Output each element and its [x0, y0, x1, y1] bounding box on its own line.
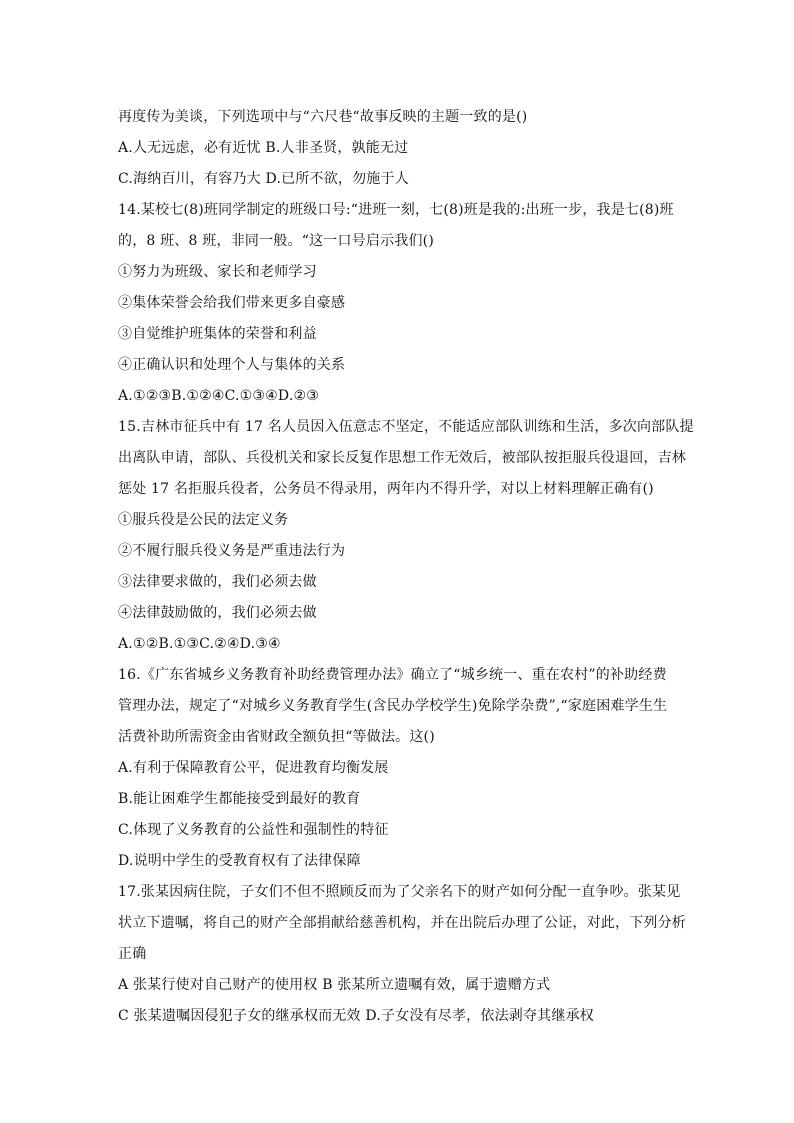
- statement-line: ③自觉维护班集体的荣誉和利益: [118, 326, 317, 342]
- statement-line: ①服兵役是公民的法定义务: [118, 512, 289, 528]
- option-line: C.体现了义务教育的公益性和强制性的特征: [118, 822, 389, 838]
- statement-line: ④法律鼓励做的，我们必须去做: [118, 605, 317, 621]
- option-line: D.说明中学生的受教育权有了法律保障: [118, 853, 361, 869]
- question-15-stem: 15.吉林市征兵中有 17 名人员因入伍意志不坚定，不能适应部队训练和生活，多次向部队提: [118, 419, 694, 435]
- statement-line: ③法律要求做的，我们必须去做: [118, 574, 317, 590]
- option-line: A.①②B.①③C.②④D.③④: [118, 636, 281, 652]
- document-page: [118, 102, 694, 1032]
- option-line: B.能让困难学生都能接受到最好的教育: [118, 791, 361, 807]
- text-line: 再度传为美谈，下列选项中与“六尺巷“故事反映的主题一致的是(): [118, 109, 528, 125]
- text-line: 正确: [118, 946, 147, 962]
- option-line: A.①②③B.①②④C.①③④D.②③: [118, 388, 319, 404]
- text-line: 出离队申请，部队、兵役机关和家长反复作思想工作无效后，被部队按拒服兵役退回，吉林: [118, 450, 686, 466]
- text-line: 活费补助所需资金由省财政全额负担“等做法。这(): [118, 729, 435, 745]
- text-line: 管理办法，规定了“对城乡义务教育学生(含民办学校学生)免除学杂费”,“家庭困难学生生: [118, 698, 668, 714]
- option-line: A 张某行使对自己财产的使用权 B 张某所立遗嘱有效，属于遗赠方式: [118, 977, 551, 993]
- option-line: A.有利于保障教育公平，促进教育均衡发展: [118, 760, 389, 776]
- question-16-stem: 16.《广东省城乡义务教育补助经费管理办法》确立了“城乡统一、重在农村”的补助经费: [118, 667, 667, 683]
- statement-line: ②集体荣誉会给我们带来更多自豪感: [118, 295, 346, 311]
- text-line: 状立下遗嘱，将自己的财产全部捐献给慈善机构，并在出院后办理了公证，对此，下列分析: [118, 915, 686, 931]
- text-line: 的，8 班、8 班，非同一般。“这一口号启示我们(): [118, 233, 434, 249]
- question-17-stem: 17.张某因病住院，子女们不但不照顾反而为了父亲名下的财产如何分配一直争吵。张某见: [118, 884, 681, 900]
- option-line: A.人无远虑，必有近忧 B.人非圣贤，孰能无过: [118, 140, 409, 156]
- statement-line: ②不履行服兵役义务是严重违法行为: [118, 543, 346, 559]
- text-line: 惩处 17 名拒服兵役者，公务员不得录用，两年内不得升学，对以上材料理解正确有(): [118, 481, 654, 497]
- option-line: C 张某遗嘱因侵犯子女的继承权而无效 D.子女没有尽孝，依法剥夺其继承权: [118, 1008, 594, 1024]
- option-line: C.海纳百川，有容乃大 D.已所不欲，勿施于人: [118, 171, 409, 187]
- statement-line: ①努力为班级、家长和老师学习: [118, 264, 317, 280]
- statement-line: ④正确认识和处理个人与集体的关系: [118, 357, 346, 373]
- question-14-stem: 14.某校七(8)班同学制定的班级口号:“进班一刻，七(8)班是我的:出班一步，我是七(8)班: [118, 202, 674, 218]
